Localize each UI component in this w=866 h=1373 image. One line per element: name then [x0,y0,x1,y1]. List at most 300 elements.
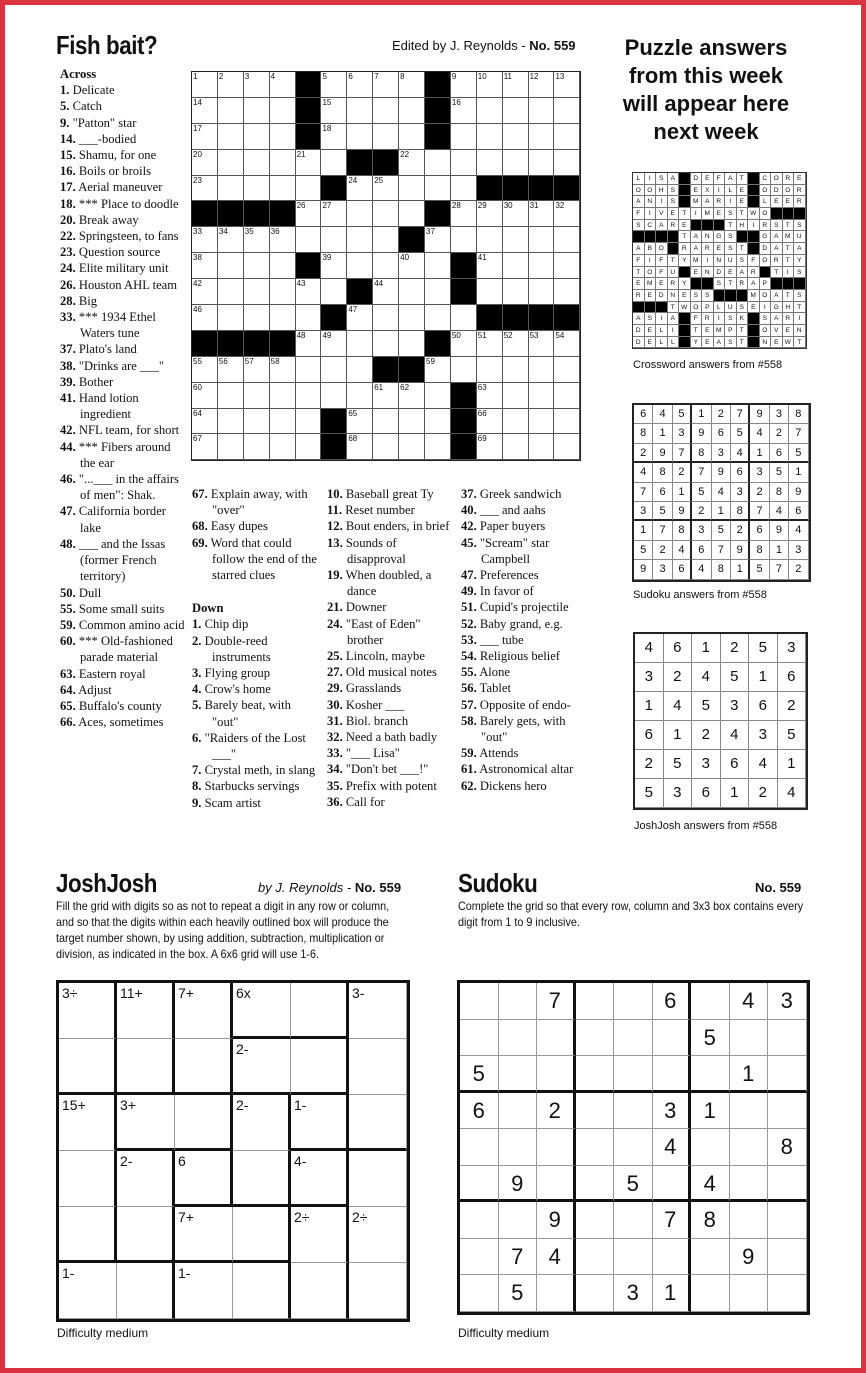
crossword-cell[interactable] [347,72,373,98]
sudoku-cell[interactable]: 9 [537,1202,576,1239]
joshjosh-cell[interactable] [291,1151,349,1207]
crossword-cell[interactable] [192,409,218,435]
crossword-cell[interactable] [296,150,322,176]
crossword-cell[interactable] [477,331,503,357]
sudoku-cell[interactable] [730,1129,769,1166]
crossword-cell[interactable] [347,331,373,357]
joshjosh-cell[interactable] [291,1095,349,1151]
crossword-cell[interactable] [270,124,296,150]
sudoku-cell[interactable]: 6 [653,983,692,1020]
crossword-cell[interactable] [244,150,270,176]
sudoku-cell[interactable] [499,1093,538,1130]
sudoku-cell[interactable]: 8 [691,1202,730,1239]
crossword-cell[interactable] [529,72,555,98]
crossword-cell[interactable] [503,201,529,227]
crossword-cell[interactable] [399,279,425,305]
crossword-cell[interactable] [399,409,425,435]
crossword-cell[interactable] [347,201,373,227]
crossword-cell[interactable] [503,253,529,279]
crossword-cell[interactable] [477,227,503,253]
sudoku-cell[interactable] [576,1202,615,1239]
crossword-cell[interactable] [554,253,580,279]
sudoku-cell[interactable] [614,1020,653,1057]
joshjosh-cell[interactable] [349,1095,407,1151]
crossword-cell[interactable] [399,305,425,331]
sudoku-cell[interactable] [460,1020,499,1057]
sudoku-cell[interactable] [768,1275,807,1312]
sudoku-cell[interactable] [768,1020,807,1057]
crossword-cell[interactable] [373,124,399,150]
crossword-cell[interactable] [296,201,322,227]
joshjosh-cell[interactable] [175,1039,233,1095]
joshjosh-cell[interactable] [59,1095,117,1151]
crossword-cell[interactable] [347,357,373,383]
crossword-cell[interactable] [477,72,503,98]
crossword-cell[interactable] [425,279,451,305]
crossword-cell[interactable] [270,357,296,383]
crossword-cell[interactable] [218,176,244,202]
crossword-cell[interactable] [218,305,244,331]
crossword-cell[interactable] [425,176,451,202]
crossword-cell[interactable] [270,150,296,176]
sudoku-cell[interactable]: 8 [768,1129,807,1166]
joshjosh-cell[interactable] [175,983,233,1039]
crossword-cell[interactable] [451,72,477,98]
joshjosh-cell[interactable] [59,983,117,1039]
crossword-cell[interactable] [296,357,322,383]
crossword-cell[interactable] [218,98,244,124]
crossword-cell[interactable] [347,383,373,409]
sudoku-cell[interactable] [460,1275,499,1312]
sudoku-cell[interactable] [730,1275,769,1312]
crossword-cell[interactable] [554,201,580,227]
crossword-cell[interactable] [451,124,477,150]
sudoku-cell[interactable] [576,1129,615,1166]
crossword-cell[interactable] [192,150,218,176]
crossword-cell[interactable] [373,434,399,460]
joshjosh-cell[interactable] [175,1095,233,1151]
crossword-cell[interactable] [218,434,244,460]
crossword-cell[interactable] [321,383,347,409]
sudoku-cell[interactable] [768,1202,807,1239]
crossword-cell[interactable] [244,279,270,305]
joshjosh-cell[interactable] [59,1263,117,1319]
joshjosh-cell[interactable] [233,1151,291,1207]
crossword-cell[interactable] [218,357,244,383]
sudoku-cell[interactable] [691,1239,730,1276]
joshjosh-cell[interactable] [117,1151,175,1207]
sudoku-cell[interactable] [768,1166,807,1203]
crossword-cell[interactable] [373,201,399,227]
joshjosh-cell[interactable] [117,1095,175,1151]
crossword-cell[interactable] [399,434,425,460]
sudoku-cell[interactable] [653,1056,692,1093]
crossword-cell[interactable] [192,279,218,305]
crossword-cell[interactable] [192,383,218,409]
sudoku-cell[interactable]: 1 [730,1056,769,1093]
sudoku-cell[interactable] [691,983,730,1020]
crossword-cell[interactable] [270,305,296,331]
crossword-cell[interactable] [296,279,322,305]
sudoku-cell[interactable] [614,1239,653,1276]
sudoku-cell[interactable] [576,1093,615,1130]
crossword-cell[interactable] [503,383,529,409]
joshjosh-cell[interactable] [233,1095,291,1151]
crossword-cell[interactable] [218,124,244,150]
crossword-cell[interactable] [451,150,477,176]
sudoku-cell[interactable] [768,1093,807,1130]
crossword-cell[interactable] [321,279,347,305]
crossword-cell[interactable] [477,98,503,124]
crossword-cell[interactable] [554,227,580,253]
crossword-cell[interactable] [321,357,347,383]
crossword-cell[interactable] [554,98,580,124]
crossword-cell[interactable] [347,253,373,279]
sudoku-cell[interactable]: 4 [691,1166,730,1203]
crossword-cell[interactable] [296,227,322,253]
crossword-cell[interactable] [503,409,529,435]
sudoku-cell[interactable] [653,1239,692,1276]
crossword-cell[interactable] [244,434,270,460]
sudoku-cell[interactable] [730,1093,769,1130]
sudoku-cell[interactable] [576,1239,615,1276]
sudoku-cell[interactable]: 1 [653,1275,692,1312]
crossword-cell[interactable] [503,124,529,150]
crossword-cell[interactable] [477,201,503,227]
crossword-cell[interactable] [554,124,580,150]
sudoku-cell[interactable] [537,1129,576,1166]
crossword-cell[interactable] [451,227,477,253]
joshjosh-cell[interactable] [291,1207,349,1263]
crossword-cell[interactable] [399,124,425,150]
crossword-cell[interactable] [529,201,555,227]
crossword-cell[interactable] [399,331,425,357]
joshjosh-cell[interactable] [291,1263,349,1319]
crossword-cell[interactable] [373,176,399,202]
sudoku-cell[interactable] [576,1166,615,1203]
sudoku-cell[interactable] [614,983,653,1020]
sudoku-cell[interactable] [537,1020,576,1057]
crossword-cell[interactable] [477,253,503,279]
crossword-cell[interactable] [218,253,244,279]
joshjosh-cell[interactable] [291,1039,349,1095]
sudoku-cell[interactable]: 5 [614,1166,653,1203]
joshjosh-grid[interactable] [56,980,410,1322]
crossword-cell[interactable] [192,434,218,460]
crossword-cell[interactable] [192,357,218,383]
crossword-cell[interactable] [529,150,555,176]
crossword-cell[interactable] [399,176,425,202]
crossword-cell[interactable] [270,176,296,202]
sudoku-cell[interactable]: 7 [653,1202,692,1239]
crossword-cell[interactable] [554,72,580,98]
crossword-cell[interactable] [321,331,347,357]
crossword-cell[interactable] [529,357,555,383]
joshjosh-cell[interactable] [59,1039,117,1095]
crossword-cell[interactable] [425,150,451,176]
crossword-cell[interactable] [347,434,373,460]
sudoku-cell[interactable]: 5 [499,1275,538,1312]
crossword-cell[interactable] [192,305,218,331]
crossword-cell[interactable] [218,227,244,253]
crossword-cell[interactable] [425,227,451,253]
sudoku-cell[interactable]: 4 [730,983,769,1020]
sudoku-cell[interactable]: 3 [614,1275,653,1312]
sudoku-cell[interactable]: 3 [653,1093,692,1130]
sudoku-cell[interactable] [537,1056,576,1093]
sudoku-cell[interactable] [691,1056,730,1093]
crossword-cell[interactable] [244,176,270,202]
sudoku-cell[interactable] [499,1020,538,1057]
crossword-cell[interactable] [554,357,580,383]
crossword-cell[interactable] [425,434,451,460]
crossword-cell[interactable] [477,124,503,150]
crossword-cell[interactable] [321,227,347,253]
crossword-cell[interactable] [373,409,399,435]
crossword-cell[interactable] [503,279,529,305]
joshjosh-cell[interactable] [291,983,349,1039]
sudoku-cell[interactable] [730,1020,769,1057]
crossword-cell[interactable] [244,72,270,98]
crossword-cell[interactable] [192,72,218,98]
crossword-cell[interactable] [503,434,529,460]
joshjosh-cell[interactable] [233,1207,291,1263]
sudoku-cell[interactable] [576,983,615,1020]
joshjosh-cell[interactable] [175,1263,233,1319]
joshjosh-cell[interactable] [349,1207,407,1263]
sudoku-cell[interactable] [460,1202,499,1239]
sudoku-cell[interactable] [614,1202,653,1239]
sudoku-cell[interactable]: 5 [460,1056,499,1093]
sudoku-cell[interactable] [653,1166,692,1203]
crossword-cell[interactable] [321,201,347,227]
crossword-cell[interactable] [451,176,477,202]
joshjosh-cell[interactable] [117,1207,175,1263]
sudoku-cell[interactable] [614,1093,653,1130]
sudoku-cell[interactable] [614,1056,653,1093]
sudoku-cell[interactable]: 9 [730,1239,769,1276]
sudoku-cell[interactable]: 4 [653,1129,692,1166]
sudoku-cell[interactable] [499,1202,538,1239]
joshjosh-cell[interactable] [59,1207,117,1263]
crossword-cell[interactable] [321,150,347,176]
crossword-cell[interactable] [425,409,451,435]
sudoku-cell[interactable]: 9 [499,1166,538,1203]
joshjosh-cell[interactable] [175,1207,233,1263]
joshjosh-cell[interactable] [349,1151,407,1207]
joshjosh-cell[interactable] [233,1263,291,1319]
crossword-cell[interactable] [529,331,555,357]
crossword-cell[interactable] [244,253,270,279]
sudoku-cell[interactable] [499,983,538,1020]
crossword-cell[interactable] [244,305,270,331]
crossword-cell[interactable] [451,331,477,357]
sudoku-cell[interactable]: 7 [537,983,576,1020]
crossword-cell[interactable] [218,409,244,435]
crossword-cell[interactable] [347,227,373,253]
sudoku-cell[interactable] [460,1239,499,1276]
crossword-cell[interactable] [529,279,555,305]
crossword-cell[interactable] [477,150,503,176]
joshjosh-cell[interactable] [233,983,291,1039]
crossword-cell[interactable] [529,383,555,409]
crossword-cell[interactable] [425,357,451,383]
sudoku-cell[interactable]: 4 [537,1239,576,1276]
joshjosh-cell[interactable] [117,1263,175,1319]
crossword-cell[interactable] [296,305,322,331]
sudoku-cell[interactable] [730,1202,769,1239]
crossword-cell[interactable] [399,72,425,98]
crossword-cell[interactable] [347,98,373,124]
sudoku-cell[interactable]: 1 [691,1093,730,1130]
crossword-cell[interactable] [503,98,529,124]
crossword-cell[interactable] [270,434,296,460]
crossword-cell[interactable] [503,150,529,176]
crossword-cell[interactable] [244,124,270,150]
crossword-cell[interactable] [244,409,270,435]
crossword-cell[interactable] [347,124,373,150]
crossword-cell[interactable] [296,434,322,460]
crossword-cell[interactable] [399,150,425,176]
crossword-cell[interactable] [270,253,296,279]
crossword-cell[interactable] [347,176,373,202]
crossword-cell[interactable] [399,201,425,227]
crossword-cell[interactable] [270,72,296,98]
crossword-cell[interactable] [451,305,477,331]
sudoku-cell[interactable] [537,1275,576,1312]
joshjosh-cell[interactable] [175,1151,233,1207]
sudoku-cell[interactable] [691,1275,730,1312]
crossword-cell[interactable] [503,331,529,357]
sudoku-cell[interactable]: 3 [768,983,807,1020]
crossword-cell[interactable] [321,72,347,98]
crossword-cell[interactable] [477,434,503,460]
crossword-cell[interactable] [503,227,529,253]
joshjosh-cell[interactable] [117,983,175,1039]
sudoku-cell[interactable] [576,1020,615,1057]
crossword-cell[interactable] [399,98,425,124]
sudoku-grid[interactable] [457,980,810,1315]
sudoku-cell[interactable] [576,1056,615,1093]
crossword-cell[interactable] [296,383,322,409]
sudoku-cell[interactable]: 7 [499,1239,538,1276]
crossword-cell[interactable] [347,409,373,435]
crossword-cell[interactable] [321,124,347,150]
sudoku-cell[interactable] [614,1129,653,1166]
crossword-cell[interactable] [503,72,529,98]
joshjosh-cell[interactable] [117,1039,175,1095]
sudoku-cell[interactable]: 2 [537,1093,576,1130]
crossword-cell[interactable] [373,305,399,331]
crossword-cell[interactable] [373,72,399,98]
crossword-cell[interactable] [244,98,270,124]
crossword-cell[interactable] [529,227,555,253]
crossword-cell[interactable] [192,98,218,124]
crossword-cell[interactable] [425,305,451,331]
crossword-cell[interactable] [321,253,347,279]
joshjosh-cell[interactable] [349,983,407,1039]
sudoku-cell[interactable] [691,1129,730,1166]
crossword-cell[interactable] [477,279,503,305]
sudoku-cell[interactable] [499,1056,538,1093]
crossword-cell[interactable] [529,434,555,460]
crossword-cell[interactable] [529,253,555,279]
crossword-cell[interactable] [270,279,296,305]
crossword-cell[interactable] [270,98,296,124]
crossword-cell[interactable] [451,98,477,124]
crossword-cell[interactable] [477,357,503,383]
crossword-cell[interactable] [529,409,555,435]
crossword-cell[interactable] [296,331,322,357]
crossword-cell[interactable] [554,279,580,305]
crossword-cell[interactable] [270,383,296,409]
crossword-cell[interactable] [218,279,244,305]
crossword-cell[interactable] [218,383,244,409]
crossword-cell[interactable] [296,176,322,202]
sudoku-cell[interactable]: 6 [460,1093,499,1130]
sudoku-cell[interactable] [576,1275,615,1312]
joshjosh-cell[interactable] [59,1151,117,1207]
crossword-cell[interactable] [321,98,347,124]
sudoku-cell[interactable] [537,1166,576,1203]
crossword-cell[interactable] [554,150,580,176]
crossword-cell[interactable] [477,383,503,409]
crossword-cell[interactable] [425,253,451,279]
crossword-cell[interactable] [270,227,296,253]
crossword-cell[interactable] [373,227,399,253]
crossword-cell[interactable] [373,253,399,279]
crossword-cell[interactable] [192,176,218,202]
crossword-cell[interactable] [554,434,580,460]
sudoku-cell[interactable] [768,1239,807,1276]
crossword-cell[interactable] [554,331,580,357]
crossword-cell[interactable] [192,124,218,150]
crossword-cell[interactable] [270,409,296,435]
joshjosh-cell[interactable] [349,1039,407,1095]
joshjosh-cell[interactable] [233,1039,291,1095]
sudoku-cell[interactable] [460,1129,499,1166]
crossword-cell[interactable] [192,253,218,279]
crossword-cell[interactable] [347,305,373,331]
crossword-cell[interactable] [554,383,580,409]
crossword-cell[interactable] [451,201,477,227]
crossword-cell[interactable] [192,227,218,253]
crossword-cell[interactable] [373,98,399,124]
crossword-cell[interactable] [296,409,322,435]
crossword-cell[interactable] [218,72,244,98]
crossword-cell[interactable] [218,150,244,176]
sudoku-cell[interactable]: 5 [691,1020,730,1057]
crossword-cell[interactable] [244,227,270,253]
crossword-cell[interactable] [399,253,425,279]
sudoku-cell[interactable] [768,1056,807,1093]
sudoku-cell[interactable] [653,1020,692,1057]
crossword-cell[interactable] [451,357,477,383]
crossword-cell[interactable] [529,124,555,150]
crossword-cell[interactable] [554,409,580,435]
crossword-grid[interactable] [191,71,581,461]
sudoku-cell[interactable] [730,1166,769,1203]
crossword-cell[interactable] [373,279,399,305]
crossword-cell[interactable] [477,409,503,435]
crossword-cell[interactable] [244,357,270,383]
sudoku-cell[interactable] [460,1166,499,1203]
crossword-cell[interactable] [529,98,555,124]
crossword-cell[interactable] [373,383,399,409]
crossword-cell[interactable] [373,331,399,357]
crossword-cell[interactable] [244,383,270,409]
sudoku-cell[interactable] [499,1129,538,1166]
